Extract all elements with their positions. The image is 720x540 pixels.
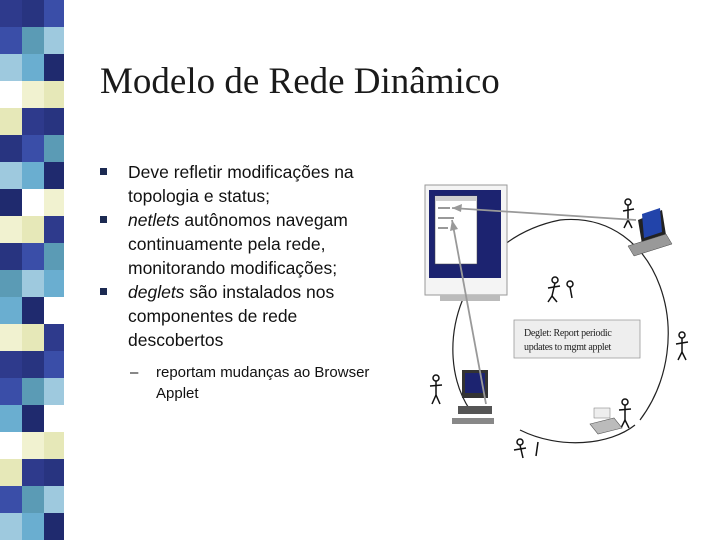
strip-cell xyxy=(0,162,22,189)
strip-cell xyxy=(0,27,22,54)
agent-figure-icon xyxy=(619,399,631,428)
strip-cell xyxy=(22,378,44,405)
bullet-text-2: autônomos navegam continuamente pela rede, monitorando modificações; xyxy=(128,210,348,278)
bullet-text-3: são instalados nos componentes de rede descobertos xyxy=(128,282,335,350)
strip-cell xyxy=(0,54,22,81)
strip-cell xyxy=(22,324,44,351)
strip-cell xyxy=(0,486,22,513)
sub-bullet-text: reportam mudanças ao Browser Applet xyxy=(156,364,370,402)
strip-cell xyxy=(22,108,44,135)
strip-cell xyxy=(22,351,44,378)
deglet-label xyxy=(524,327,624,355)
strip-cell xyxy=(44,486,64,513)
strip-cell xyxy=(22,135,44,162)
strip-cell xyxy=(0,270,22,297)
strip-cell xyxy=(0,297,22,324)
agent-figure-icon xyxy=(676,332,688,360)
strip-cell xyxy=(0,432,22,459)
strip-cell xyxy=(44,27,64,54)
strip-cell xyxy=(22,297,44,324)
bullet-item-2 xyxy=(96,208,396,280)
strip-cell xyxy=(44,216,64,243)
strip-cell xyxy=(44,513,64,540)
strip-cell xyxy=(22,405,44,432)
strip-cell xyxy=(22,243,44,270)
desktop-computer-icon xyxy=(452,370,494,424)
bullet-list xyxy=(96,160,396,404)
strip-cell xyxy=(44,459,64,486)
strip-cell xyxy=(0,405,22,432)
strip-cell xyxy=(44,270,64,297)
strip-cell xyxy=(44,297,64,324)
strip-cell xyxy=(44,108,64,135)
bullet-marker xyxy=(100,168,107,175)
strip-cell xyxy=(22,0,44,27)
strip-cell xyxy=(44,432,64,459)
sub-bullet-item xyxy=(96,362,396,404)
strip-cell xyxy=(44,54,64,81)
strip-cell xyxy=(44,162,64,189)
strip-cell xyxy=(0,459,22,486)
strip-cell xyxy=(22,189,44,216)
strip-cell xyxy=(0,189,22,216)
agent-figure-icon xyxy=(548,277,573,302)
laptop-icon xyxy=(628,208,672,256)
bullet-item-1 xyxy=(96,160,396,208)
strip-cell xyxy=(0,324,22,351)
strip-cell xyxy=(44,243,64,270)
bullet-item-3 xyxy=(96,280,396,352)
slide-title: Modelo de Rede Dinâmico xyxy=(100,61,500,102)
network-diagram-svg xyxy=(410,180,710,470)
strip-cell xyxy=(22,216,44,243)
strip-cell xyxy=(0,135,22,162)
strip-cell xyxy=(22,270,44,297)
strip-cell xyxy=(44,405,64,432)
strip-cell xyxy=(44,351,64,378)
agent-figure-icon xyxy=(623,199,634,228)
strip-cell xyxy=(22,27,44,54)
strip-cell xyxy=(22,54,44,81)
strip-cell xyxy=(22,513,44,540)
strip-cell xyxy=(22,459,44,486)
bullet-marker xyxy=(100,288,107,295)
strip-cell xyxy=(0,81,22,108)
network-diagram xyxy=(410,180,710,470)
device-icon xyxy=(590,408,622,434)
strip-cell xyxy=(44,81,64,108)
strip-cell xyxy=(44,0,64,27)
agent-figure-icon xyxy=(514,439,538,458)
strip-cell xyxy=(44,378,64,405)
strip-cell xyxy=(0,108,22,135)
bullet-italic-3: deglets xyxy=(128,282,185,302)
strip-cell xyxy=(0,243,22,270)
agent-figure-icon xyxy=(430,375,442,404)
strip-cell xyxy=(22,81,44,108)
strip-cell xyxy=(22,486,44,513)
strip-cell xyxy=(0,216,22,243)
deglet-label-line2: updates to mgmt applet xyxy=(524,342,611,353)
strip-cell xyxy=(0,378,22,405)
bullet-text-1: Deve refletir modificações na topologia e status; xyxy=(128,162,354,206)
sub-bullet-dash: – xyxy=(130,364,139,381)
strip-cell xyxy=(22,162,44,189)
strip-cell xyxy=(44,324,64,351)
strip-cell xyxy=(0,0,22,27)
browser-monitor-icon xyxy=(425,185,507,301)
bullet-italic-2: netlets xyxy=(128,210,180,230)
bullet-marker xyxy=(100,216,107,223)
strip-cell xyxy=(0,351,22,378)
deglet-label-line1: Deglet: Report periodic xyxy=(524,328,612,339)
strip-cell xyxy=(22,432,44,459)
strip-cell xyxy=(44,189,64,216)
decorative-color-strip xyxy=(0,0,64,540)
strip-cell xyxy=(0,513,22,540)
strip-cell xyxy=(44,135,64,162)
